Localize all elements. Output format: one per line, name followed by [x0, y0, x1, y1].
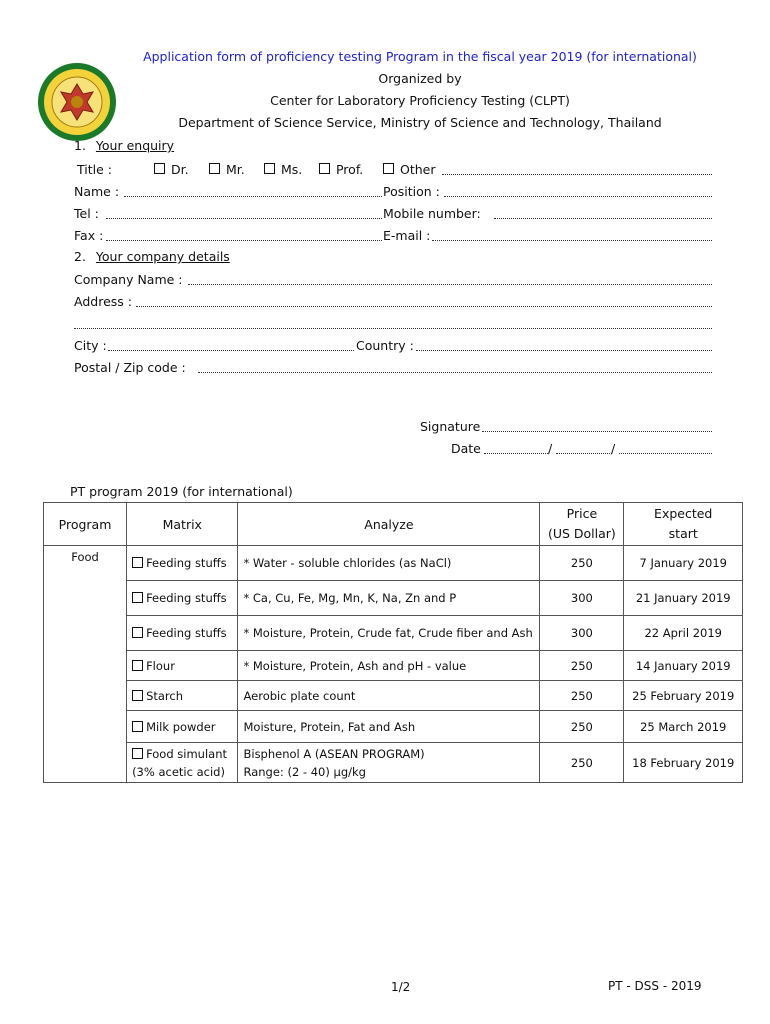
- city-field[interactable]: [108, 350, 354, 351]
- signature-label: Signature: [420, 419, 481, 434]
- table-row: [44, 711, 743, 743]
- checkbox[interactable]: [264, 163, 275, 174]
- price-cell: 250: [540, 743, 624, 783]
- checkbox[interactable]: [209, 163, 220, 174]
- analyze-cell: * Water - soluble chlorides (as NaCl): [238, 546, 540, 581]
- matrix-cell[interactable]: Food simulant (3% acetic acid): [127, 743, 238, 783]
- signature-field[interactable]: [482, 431, 712, 432]
- matrix-cell[interactable]: Milk powder: [127, 711, 238, 743]
- postal-field[interactable]: [198, 372, 712, 373]
- price-cell: 250: [540, 681, 624, 711]
- col-header-program: Program: [44, 503, 127, 546]
- start-cell: 14 January 2019: [624, 651, 743, 681]
- analyze-cell: Bisphenol A (ASEAN PROGRAM) Range: (2 - 40) µg/kg: [238, 743, 540, 783]
- section-1-heading: [74, 138, 174, 153]
- date-month-field[interactable]: [556, 453, 612, 454]
- city-label: City :: [74, 338, 107, 353]
- section-number: 1.: [74, 138, 86, 153]
- fax-label: Fax :: [74, 228, 104, 243]
- date-separator: /: [611, 441, 616, 456]
- section-2-heading: [74, 249, 230, 264]
- postal-label: Postal / Zip code :: [74, 360, 186, 375]
- analyze-cell: Aerobic plate count: [238, 681, 540, 711]
- title-option-ms[interactable]: Ms.: [264, 160, 302, 180]
- table-row: [44, 616, 743, 651]
- analyze-cell: * Moisture, Protein, Crude fat, Crude fiber and Ash: [238, 616, 540, 651]
- program-group: Food: [44, 546, 127, 783]
- date-year-field[interactable]: [619, 453, 712, 454]
- start-cell: 25 February 2019: [624, 681, 743, 711]
- company-row: [74, 270, 714, 290]
- city-row: [74, 336, 714, 356]
- table-header-row: [44, 503, 743, 546]
- checkbox[interactable]: [132, 557, 143, 568]
- section-title: Your company details: [95, 249, 230, 264]
- checkbox[interactable]: [132, 660, 143, 671]
- table-row: [44, 681, 743, 711]
- position-field[interactable]: [444, 196, 712, 197]
- company-name-field[interactable]: [188, 284, 712, 285]
- table-row: [44, 546, 743, 581]
- email-label: E-mail :: [383, 228, 431, 243]
- name-label: Name :: [74, 184, 120, 199]
- section-title: Your enquiry: [95, 138, 175, 153]
- mobile-label: Mobile number:: [383, 206, 481, 221]
- checkbox[interactable]: [383, 163, 394, 174]
- start-cell: 18 February 2019: [624, 743, 743, 783]
- signature-row: [74, 417, 714, 437]
- address-field-2[interactable]: [74, 328, 712, 329]
- tel-row: [74, 204, 714, 224]
- analyze-cell: * Moisture, Protein, Ash and pH - value: [238, 651, 540, 681]
- table-row: [44, 581, 743, 616]
- email-field[interactable]: [432, 240, 712, 241]
- address-label: Address :: [74, 294, 132, 309]
- checkbox[interactable]: [154, 163, 165, 174]
- start-cell: 21 January 2019: [624, 581, 743, 616]
- table-row: [44, 743, 743, 783]
- page-number: 1/2: [391, 980, 411, 994]
- date-row: [74, 439, 714, 459]
- checkbox[interactable]: [132, 721, 143, 732]
- matrix-cell[interactable]: Feeding stuffs: [127, 616, 238, 651]
- title-row: [74, 160, 714, 180]
- country-field[interactable]: [416, 350, 712, 351]
- matrix-cell[interactable]: Feeding stuffs: [127, 546, 238, 581]
- col-header-matrix: Matrix: [127, 503, 238, 546]
- price-cell: 250: [540, 711, 624, 743]
- analyze-cell: * Ca, Cu, Fe, Mg, Mn, K, Na, Zn and P: [238, 581, 540, 616]
- fax-row: [74, 226, 714, 246]
- country-label: Country :: [356, 338, 414, 353]
- center-name: Center for Laboratory Proficiency Testing (CLPT): [270, 93, 570, 108]
- title-label: Title :: [77, 162, 112, 177]
- form-title: Application form of proficiency testing Program in the fiscal year 2019 (for international): [143, 49, 697, 64]
- price-cell: 250: [540, 651, 624, 681]
- postal-row: [74, 358, 714, 378]
- start-cell: 7 January 2019: [624, 546, 743, 581]
- company-name-label: Company Name :: [74, 272, 183, 287]
- title-option-other[interactable]: Other: [383, 160, 435, 180]
- checkbox[interactable]: [132, 690, 143, 701]
- address-row-2: [74, 314, 714, 334]
- date-separator: /: [548, 441, 553, 456]
- matrix-cell[interactable]: Feeding stuffs: [127, 581, 238, 616]
- col-header-price: Price (US Dollar): [540, 503, 624, 546]
- checkbox[interactable]: [132, 627, 143, 638]
- checkbox[interactable]: [132, 592, 143, 603]
- table-row: [44, 651, 743, 681]
- col-header-start: Expected start: [624, 503, 743, 546]
- address-field[interactable]: [136, 306, 712, 307]
- organized-by: Organized by: [378, 71, 462, 86]
- tel-label: Tel :: [74, 206, 99, 221]
- date-label: Date: [451, 441, 481, 456]
- section-number: 2.: [74, 249, 86, 264]
- tel-field[interactable]: [106, 218, 382, 219]
- checkbox[interactable]: [319, 163, 330, 174]
- start-cell: 22 April 2019: [624, 616, 743, 651]
- position-label: Position :: [383, 184, 440, 199]
- department-name: Department of Science Service, Ministry of Science and Technology, Thailand: [178, 115, 662, 130]
- price-cell: 250: [540, 546, 624, 581]
- name-row: [74, 182, 714, 202]
- col-header-analyze: Analyze: [238, 503, 540, 546]
- program-table: [43, 502, 743, 783]
- fax-field[interactable]: [106, 240, 382, 241]
- start-cell: 25 March 2019: [624, 711, 743, 743]
- title-option-prof[interactable]: Prof.: [319, 160, 363, 180]
- title-option-mr[interactable]: Mr.: [209, 160, 245, 180]
- mobile-field[interactable]: [494, 218, 712, 219]
- analyze-cell: Moisture, Protein, Fat and Ash: [238, 711, 540, 743]
- checkbox[interactable]: [132, 748, 143, 759]
- price-cell: 300: [540, 616, 624, 651]
- other-title-field[interactable]: [442, 174, 712, 175]
- date-day-field[interactable]: [484, 453, 548, 454]
- name-field[interactable]: [124, 196, 382, 197]
- matrix-cell[interactable]: Starch: [127, 681, 238, 711]
- address-row: [74, 292, 714, 312]
- document-code: PT - DSS - 2019: [608, 979, 702, 993]
- title-option-dr[interactable]: Dr.: [154, 160, 189, 180]
- program-caption: PT program 2019 (for international): [70, 484, 293, 499]
- matrix-cell[interactable]: Flour: [127, 651, 238, 681]
- price-cell: 300: [540, 581, 624, 616]
